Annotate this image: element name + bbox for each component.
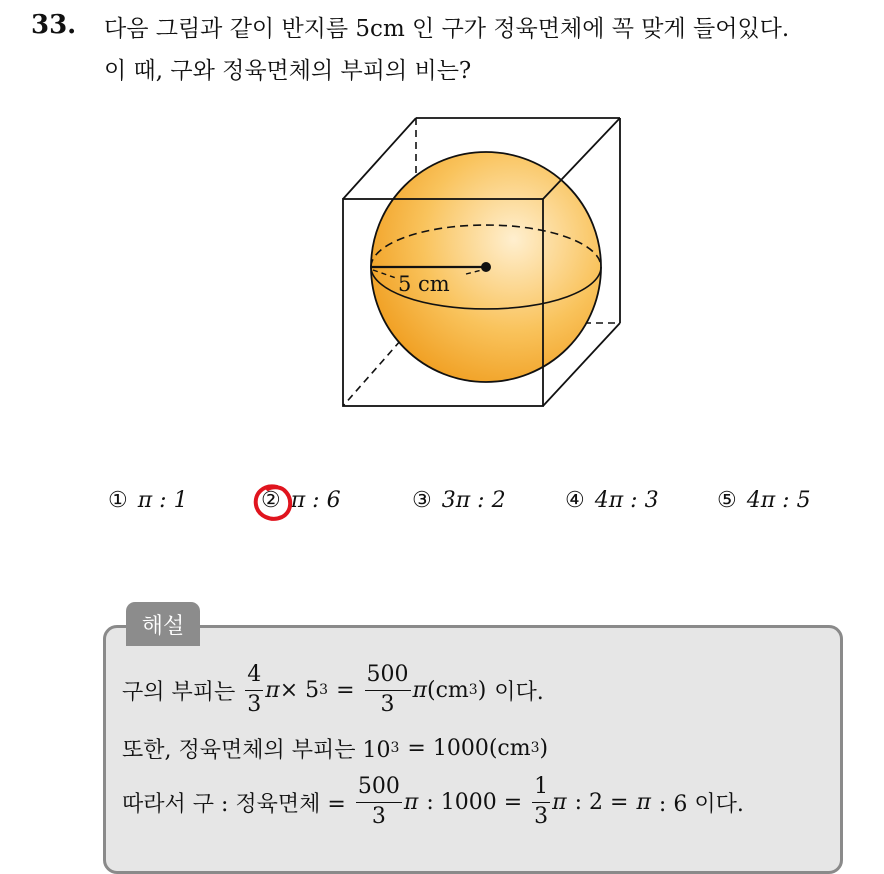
choice-marker: ⑤: [717, 488, 737, 513]
solution-line-1: 구의 부피는 $\frac{4}{3}$ π × 5 3 = $\frac{500}{3}$ π (cm 3 ) 이다.: [122, 662, 544, 717]
choice-marker: ②: [261, 488, 281, 513]
fraction-500-3: $\frac{500}{3}$: [357, 774, 400, 829]
choice-1[interactable]: [108, 488, 188, 513]
choice-3[interactable]: [412, 488, 506, 513]
answer-choices: [0, 488, 884, 528]
solution-line-3: 따라서 구 : 정육면체 = $\frac{500}{3}$ π : 1000 = $\frac{1}{3}$ π : 2 = π : 6 이다.: [122, 774, 744, 829]
figure-svg: [330, 110, 630, 415]
sphere-center-dot: [481, 262, 491, 272]
fraction-500-3: $\frac{500}{3}$: [366, 662, 409, 717]
choice-marker: ③: [412, 488, 432, 513]
question-text-line-1: 다음 그림과 같이 반지름 5cm 인 구가 정육면체에 꼭 맞게 들어있다.: [104, 16, 790, 42]
sphere-in-cube-figure: [330, 110, 630, 419]
choice-5[interactable]: [717, 488, 811, 513]
choice-marker: ④: [565, 488, 585, 513]
fraction-4-3: $\frac{4}{3}$: [247, 662, 262, 717]
solution-tab: 해설: [126, 602, 200, 646]
selected-answer-circle-icon: [251, 481, 295, 525]
choice-text: 3π : 2: [441, 488, 506, 513]
fraction-1-3: $\frac{1}{3}$: [534, 774, 549, 829]
choice-text: 4π : 3: [594, 488, 659, 513]
question-text-line-2: 이 때, 구와 정육면체의 부피의 비는?: [104, 58, 472, 84]
choice-text: π : 1: [137, 488, 188, 513]
question-number: 33.: [31, 10, 77, 40]
sol1-prefix: 구의 부피는: [122, 679, 236, 705]
choice-marker: ①: [108, 488, 128, 513]
choice-4[interactable]: [565, 488, 659, 513]
solution-line-2: 또한, 정육면체의 부피는 10 3 = 1000(cm 3 ): [122, 735, 549, 763]
radius-label: 5 cm: [398, 272, 450, 296]
choice-text: 4π : 5: [746, 488, 811, 513]
choice-text: π : 6: [290, 488, 341, 513]
